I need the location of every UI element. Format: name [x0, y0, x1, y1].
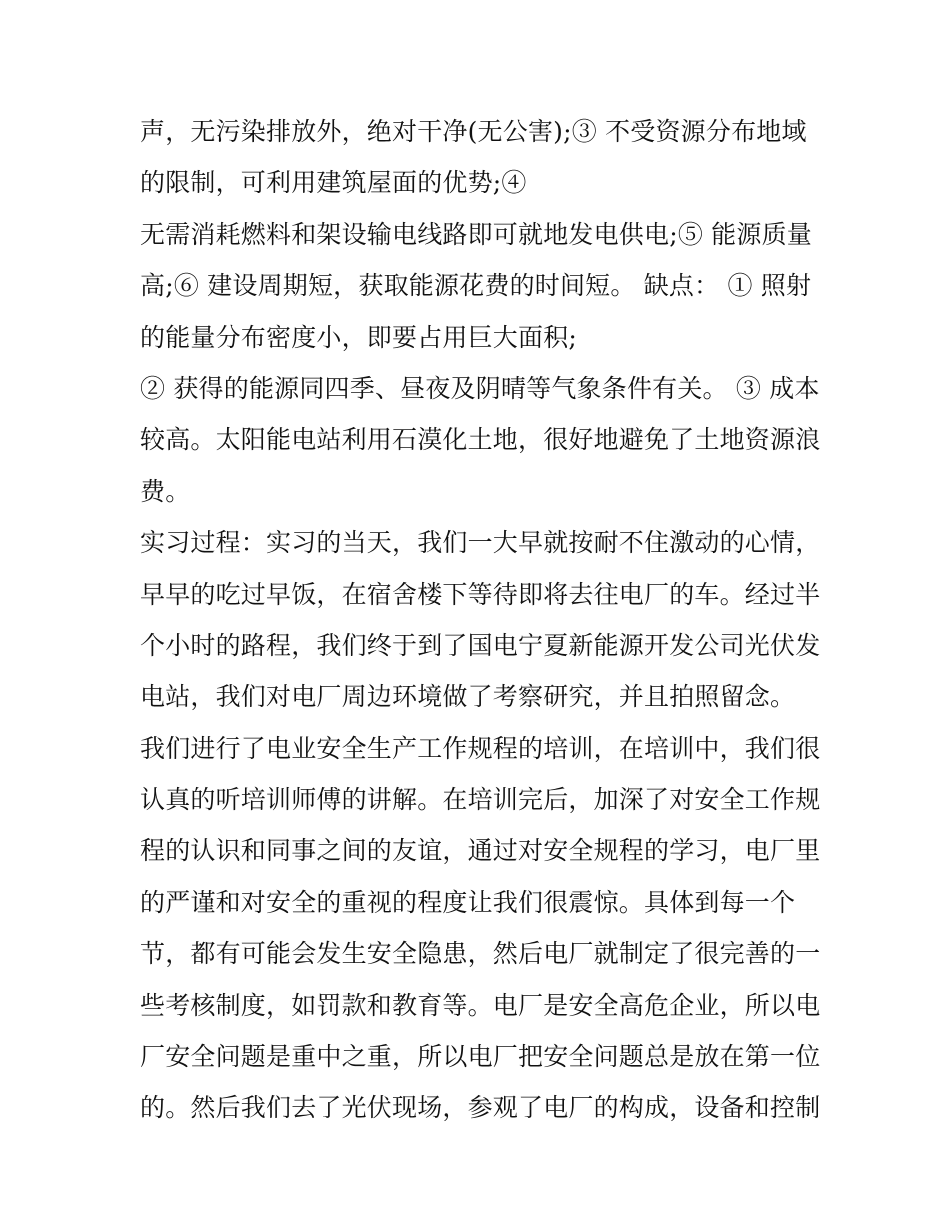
text-line: 节，都有可能会发生安全隐患，然后电厂就制定了很完善的一 — [140, 939, 821, 969]
text-line: 我们进行了电业安全生产工作规程的培训，在培训中，我们很 — [140, 733, 821, 763]
text-line: 高;⑥ 建设周期短，获取能源花费的时间短。 缺点： ① 照射 — [140, 271, 812, 301]
text-line: 些考核制度，如罚款和教育等。电厂是安全高危企业，所以电 — [140, 990, 821, 1020]
body-text — [140, 106, 820, 1134]
text-line: 费。 — [140, 476, 191, 506]
text-line: 无需消耗燃料和架设输电线路即可就地发电供电;⑤ 能源质量 — [140, 219, 812, 249]
text-line: 认真的听培训师傅的讲解。在培训完后，加深了对安全工作规 — [140, 785, 821, 815]
text-line: ② 获得的能源同四季、昼夜及阴晴等气象条件有关。 ③ 成本 — [140, 373, 820, 403]
text-line: 较高。太阳能电站利用石漠化土地，很好地避免了土地资源浪 — [140, 425, 821, 455]
text-line: 程的认识和同事之间的友谊，通过对安全规程的学习，电厂里 — [140, 836, 821, 866]
text-line: 的限制，可利用建筑屋面的优势;④ — [140, 168, 527, 198]
text-line: 早早的吃过早饭，在宿舍楼下等待即将去往电厂的车。经过半 — [140, 579, 821, 609]
text-line: 的严谨和对安全的重视的程度让我们很震惊。具体到每一个 — [140, 887, 796, 917]
text-line: 个小时的路程，我们终于到了国电宁夏新能源开发公司光伏发 — [140, 630, 821, 660]
text-line: 实习过程：实习的当天，我们一大早就按耐不住激动的心情， — [140, 528, 821, 558]
text-line: 声，无污染排放外，绝对干净(无公害);③ 不受资源分布地域 — [140, 117, 807, 146]
text-line: 的。然后我们去了光伏现场，参观了电厂的构成，设备和控制 — [140, 1093, 821, 1123]
text-line: 电站，我们对电厂周边环境做了考察研究，并且拍照留念。 — [140, 682, 796, 712]
text-line: 的能量分布密度小，即要占用巨大面积; — [140, 322, 578, 352]
text-line: 厂安全问题是重中之重，所以电厂把安全问题总是放在第一位 — [140, 1042, 821, 1072]
